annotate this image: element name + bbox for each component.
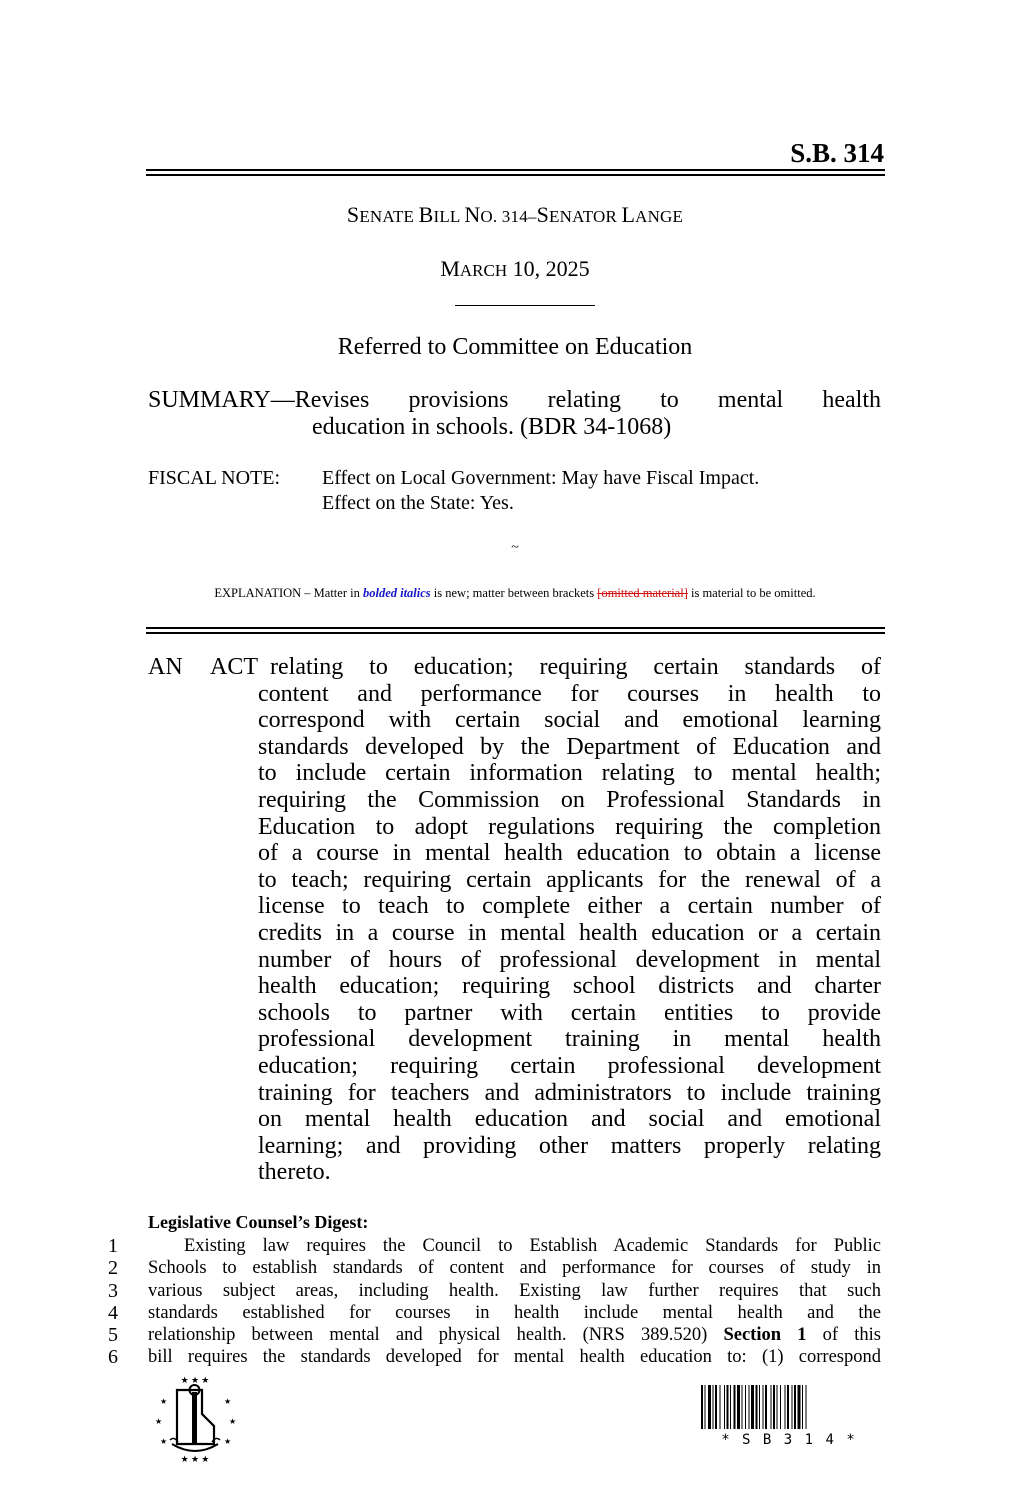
digest-line-text (148, 1324, 881, 1346)
bill-number: S.B. 314 (790, 138, 884, 168)
digest-line (104, 1302, 881, 1324)
act-line: of a course in mental health education to obtain a license (258, 840, 881, 867)
title-part: L (621, 202, 636, 227)
act-body (148, 681, 881, 1186)
title-part: S (346, 202, 360, 227)
svg-text:★: ★ (160, 1397, 168, 1406)
date-part: M (440, 256, 460, 281)
explanation-text: is material to be omitted. (687, 586, 816, 600)
nevada-legislature-seal-icon (150, 1374, 240, 1464)
line-number: 5 (108, 1324, 118, 1347)
explanation-note (0, 586, 1024, 601)
bill-date (0, 256, 1024, 282)
act-line: number of hours of professional development in mental (258, 946, 881, 973)
explanation-text: EXPLANATION – Matter in (214, 586, 363, 600)
line-number: 2 (108, 1257, 118, 1280)
fiscal-note (148, 466, 759, 516)
digest-line (104, 1346, 881, 1368)
explanation-text: is new; matter between brackets (430, 586, 598, 600)
header-double-rule (146, 169, 885, 176)
act-lead: AN ACT (148, 654, 258, 680)
svg-text:★: ★ (224, 1437, 232, 1446)
summary (148, 387, 881, 441)
act-line: thereto. (258, 1159, 331, 1186)
summary-line: education in schools. (BDR 34-1068) (312, 414, 672, 440)
digest-line-text: bill requires the standards developed for mental health education to: (1) correspond (148, 1347, 881, 1368)
title-part: O. 314– (480, 207, 537, 226)
committee-referral: Referred to Committee on Education (337, 334, 693, 360)
date-part: 10, 2025 (507, 256, 590, 281)
act-line: credits in a course in mental health education or a certain (258, 919, 881, 946)
tilde-separator: ~ (511, 540, 519, 555)
digest-line (104, 1324, 881, 1346)
act-line: correspond with certain social and emotional learning (258, 707, 881, 734)
section-reference: Section 1 (723, 1325, 807, 1346)
bill-title (0, 202, 1024, 228)
digest-text: relationship between mental and physical health. (NRS 389.520) (148, 1325, 724, 1346)
explanation-double-rule (146, 627, 885, 634)
act-line: license to teach to complete either a certain number of (258, 893, 881, 920)
svg-text:★: ★ (155, 1417, 163, 1426)
short-divider (455, 305, 595, 306)
digest-line-text: various subject areas, including health. Existing law further requires that such (148, 1280, 881, 1301)
digest-heading: Legislative Counsel’s Digest: (148, 1212, 369, 1232)
act-title (148, 654, 881, 1186)
digest-body (104, 1235, 881, 1369)
act-line: Education to adopt regulations requiring the completion (258, 813, 881, 840)
digest-line-text: standards established for courses in health include mental health and the (148, 1302, 881, 1323)
title-part: ILL (433, 207, 465, 226)
act-line: professional development training in mental health (258, 1026, 881, 1053)
act-line: learning; and providing other matters properly relating (258, 1132, 881, 1159)
barcode-icon (700, 1385, 878, 1429)
title-part: B (418, 202, 434, 227)
title-part: S (536, 202, 550, 227)
act-line: standards developed by the Department of Education and (258, 733, 881, 760)
svg-text:★ ★ ★: ★ ★ ★ (180, 1375, 210, 1385)
digest-line (104, 1235, 881, 1257)
digest-line (104, 1280, 881, 1302)
explanation-new-text: bolded italics (362, 586, 431, 600)
act-line: to include certain information relating to mental health; (258, 760, 881, 787)
digest-line-text: Existing law requires the Council to Establish Academic Standards for Public (184, 1236, 881, 1256)
act-line: content and performance for courses in health to (258, 680, 881, 707)
svg-text:★: ★ (160, 1437, 168, 1446)
fiscal-note-label: FISCAL NOTE: (148, 467, 281, 489)
act-line: to teach; requiring certain applicants for the renewal of a (258, 866, 881, 893)
svg-text:★ ★ ★: ★ ★ ★ (180, 1454, 210, 1464)
line-number: 4 (108, 1301, 118, 1324)
act-line: health education; requiring school districts and charter (258, 973, 881, 1000)
act-line: schools to partner with certain entities to provide (258, 999, 881, 1026)
line-number: 6 (108, 1346, 118, 1369)
title-part: ANGE (635, 207, 684, 226)
fiscal-note-line: Effect on the State: Yes. (322, 492, 514, 514)
act-line: training for teachers and administrators to include training (258, 1079, 881, 1106)
title-part: ENATOR (549, 207, 622, 226)
act-line: on mental health education and social and emotional (258, 1106, 881, 1133)
digest-line (104, 1257, 881, 1279)
barcode-label: * S B 3 1 4 * (721, 1432, 857, 1448)
line-number: 3 (108, 1279, 118, 1302)
svg-text:★: ★ (229, 1417, 237, 1426)
date-part: ARCH (459, 261, 508, 280)
line-number: 1 (108, 1235, 118, 1257)
act-line: requiring the Commission on Professional Standards in (258, 786, 881, 813)
act-line: education; requiring certain professional development (258, 1052, 881, 1079)
digest-line-text: Schools to establish standards of content and performance for courses of study in (148, 1258, 881, 1279)
title-part: ENATE (359, 207, 419, 226)
fiscal-note-line: Effect on Local Government: May have Fiscal Impact. (322, 467, 760, 489)
digest-text: of this (806, 1325, 881, 1346)
svg-text:★: ★ (224, 1397, 232, 1406)
title-part: N (464, 202, 481, 227)
explanation-omitted-text: [omitted material] (597, 586, 688, 600)
act-line: relating to education; requiring certain standards of (270, 654, 881, 680)
summary-line: SUMMARY—Revises provisions relating to mental health (148, 387, 881, 413)
